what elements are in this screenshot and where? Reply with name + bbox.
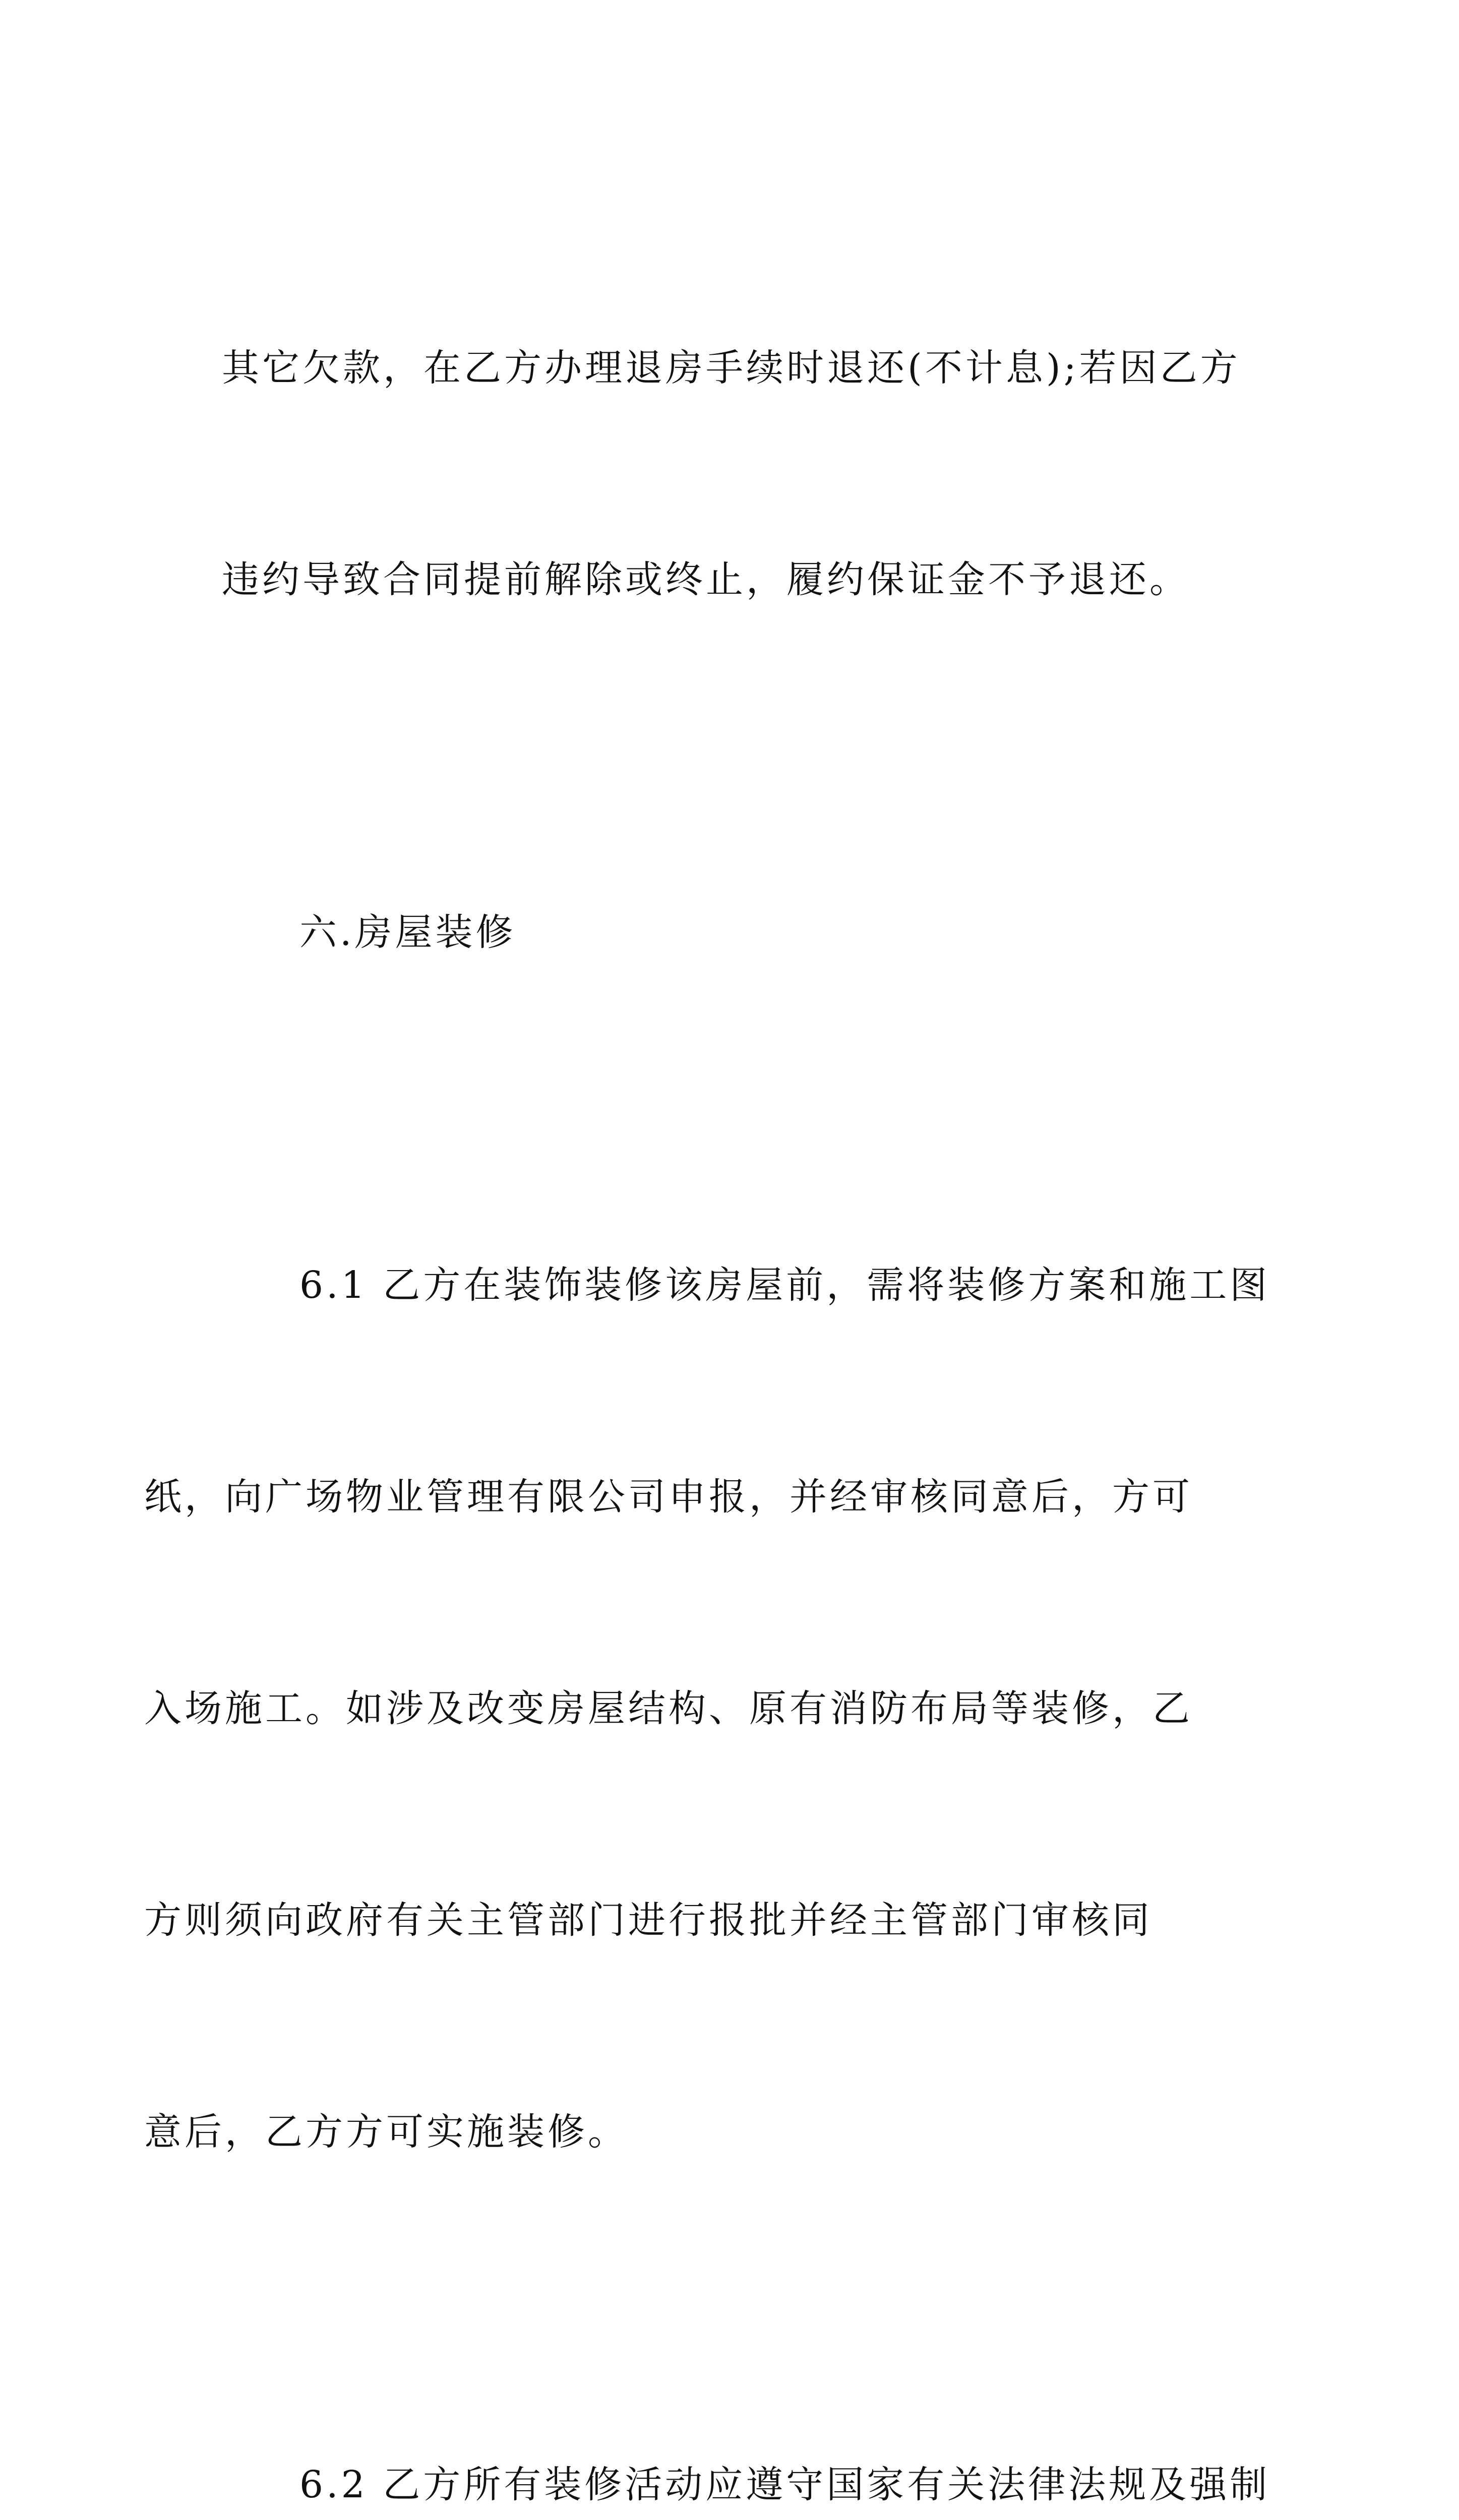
- clause-6-1: [144, 1109, 1270, 2308]
- clause-6-2: [222, 2308, 1270, 2520]
- text-line: 6.2 乙方所有装修活动应遵守国家有关法律法规及强制: [299, 2463, 1270, 2506]
- paragraph-deposit-refund: [222, 192, 1250, 756]
- document-body: [144, 192, 1270, 2520]
- text-line: 其它欠款，在乙方办理退房手续时退还(不计息);若因乙方: [222, 346, 1241, 390]
- section-heading-renovation: [222, 756, 1250, 1109]
- text-line: 方则须向政府有关主管部门进行报批并经主管部门审核同: [144, 1899, 1152, 1942]
- section-heading-text: 六.房屋装修: [299, 911, 516, 954]
- text-line: 违约导致合同提前解除或终止，履约保证金不予退还。: [222, 558, 1190, 601]
- text-line: 纸，向广场物业管理有限公司申报，并经审核同意后，方可: [144, 1475, 1193, 1519]
- text-line: 意后，乙方方可实施装修。: [144, 2110, 628, 2154]
- text-line: 6.1 乙方在装饰装修该房屋前，需将装修方案和施工图: [299, 1264, 1270, 1307]
- text-line: 入场施工。如涉及改变房屋结构、原有消防布局等装修，乙: [144, 1687, 1193, 1730]
